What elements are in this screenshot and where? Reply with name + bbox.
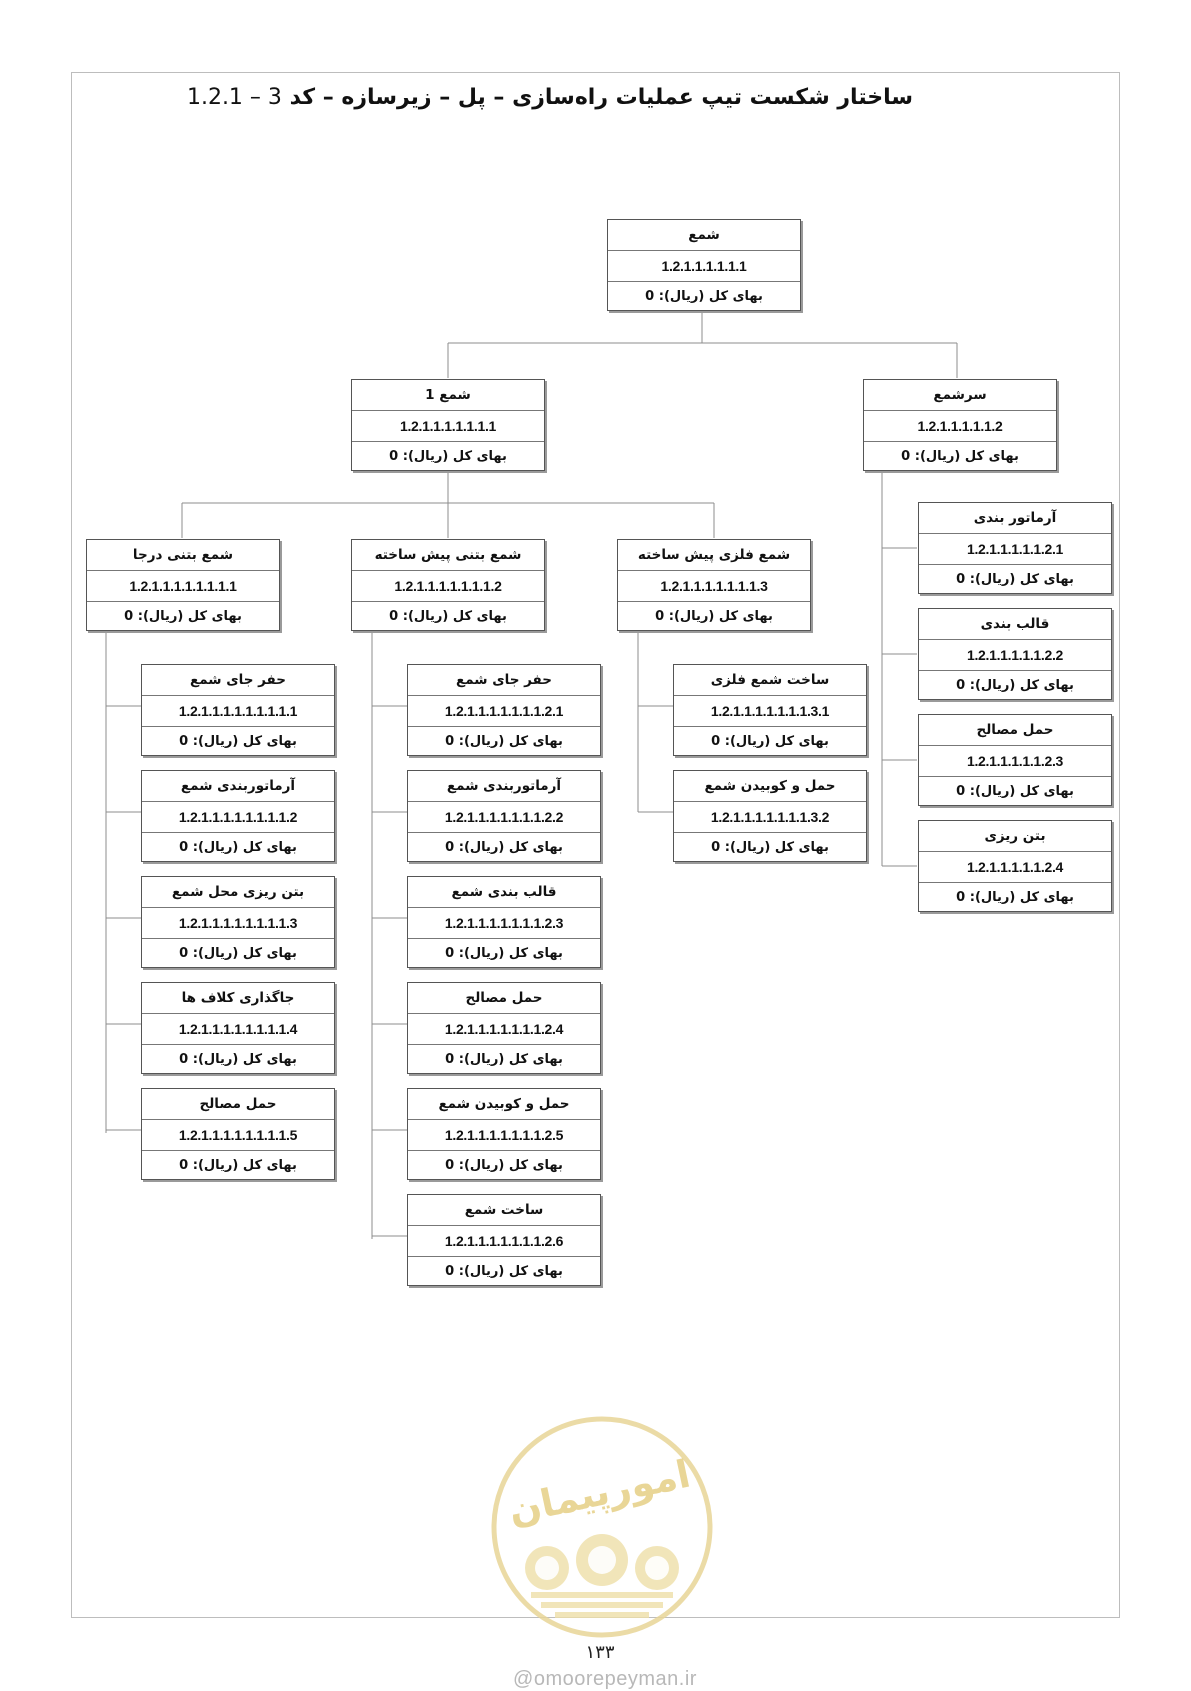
node-material-transport — [918, 714, 1112, 806]
node-code: 1.2.1.1.1.1.1.1.1.1.2 — [142, 802, 334, 833]
node-price: بهای کل (ریال): 0 — [445, 734, 563, 749]
website-watermark: @omoorepeyman.ir — [513, 1668, 697, 1690]
node-title: ساخت شمع — [408, 1195, 600, 1226]
node-code: 1.2.1.1.1.1.1.2.4 — [919, 852, 1111, 883]
page-number: ۱۳۳ — [585, 1642, 615, 1663]
node-price: بهای کل (ریال): 0 — [956, 890, 1074, 905]
node-title: قالب بندی شمع — [408, 877, 600, 908]
node-concreting — [918, 820, 1112, 912]
node-title: حمل مصالح — [142, 1089, 334, 1120]
node-code: 1.2.1.1.1.1.1.1.1 — [352, 411, 544, 442]
node-precast-concrete-pile — [351, 539, 545, 631]
node-title: شمع بتنی درجا — [87, 540, 279, 571]
node-title: آرماتوربندی شمع — [408, 771, 600, 802]
node-title: آرماتوربندی شمع — [142, 771, 334, 802]
node-code: 1.2.1.1.1.1.1.1.1.1.4 — [142, 1014, 334, 1045]
node-c1-concreting — [141, 876, 335, 968]
node-price: بهای کل (ریال): 0 — [389, 609, 507, 624]
node-price: بهای کل (ریال): 0 — [655, 609, 773, 624]
node-c2-fabrication — [407, 1194, 601, 1286]
node-price: بهای کل (ریال): 0 — [445, 946, 563, 961]
node-price: بهای کل (ریال): 0 — [179, 946, 297, 961]
node-price: بهای کل (ریال): 0 — [645, 289, 763, 304]
node-code: 1.2.1.1.1.1.1.1.1.1.3 — [142, 908, 334, 939]
node-price: بهای کل (ریال): 0 — [956, 678, 1074, 693]
node-root — [607, 219, 801, 311]
node-c3-fabrication — [673, 664, 867, 756]
node-title: ساخت شمع فلزی — [674, 665, 866, 696]
node-code: 1.2.1.1.1.1.1.1.1.1 — [87, 571, 279, 602]
node-code: 1.2.1.1.1.1.1.1.1.3 — [618, 571, 810, 602]
node-c1-reinforcement — [141, 770, 335, 862]
node-price: بهای کل (ریال): 0 — [445, 840, 563, 855]
node-title: شمع فلزی پیش ساخته — [618, 540, 810, 571]
title-text: ساختار شکست تیپ عملیات راه‌سازی – پل – زیرسازه – کد — [281, 85, 914, 110]
node-title: شمع 1 — [352, 380, 544, 411]
node-title: سرشمع — [864, 380, 1056, 411]
node-price: بهای کل (ریال): 0 — [179, 840, 297, 855]
node-armature — [918, 502, 1112, 594]
node-price: بهای کل (ریال): 0 — [445, 1264, 563, 1279]
node-price: بهای کل (ریال): 0 — [956, 784, 1074, 799]
node-title: حفر جای شمع — [408, 665, 600, 696]
node-code: 1.2.1.1.1.1.1.1.1.1.1 — [142, 696, 334, 727]
node-code: 1.2.1.1.1.1.1.1.1.2.6 — [408, 1226, 600, 1257]
node-c2-excavation — [407, 664, 601, 756]
node-title: حمل مصالح — [408, 983, 600, 1014]
node-code: 1.2.1.1.1.1.1.2.2 — [919, 640, 1111, 671]
stamp-text: امورپیمان — [504, 1451, 694, 1533]
node-precast-steel-pile — [617, 539, 811, 631]
node-price: بهای کل (ریال): 0 — [179, 1052, 297, 1067]
node-title: شمع — [608, 220, 800, 251]
node-title: حفر جای شمع — [142, 665, 334, 696]
node-title: جاگذاری کلاف ها — [142, 983, 334, 1014]
node-code: 1.2.1.1.1.1.1.1 — [608, 251, 800, 282]
node-c1-cage-placement — [141, 982, 335, 1074]
node-title: حمل مصالح — [919, 715, 1111, 746]
node-shamm-1 — [351, 379, 545, 471]
node-price: بهای کل (ریال): 0 — [711, 840, 829, 855]
node-price: بهای کل (ریال): 0 — [124, 609, 242, 624]
node-c2-driving — [407, 1088, 601, 1180]
node-sarshamm — [863, 379, 1057, 471]
node-c2-material-transport — [407, 982, 601, 1074]
node-title: بتن ریزی محل شمع — [142, 877, 334, 908]
node-code: 1.2.1.1.1.1.1.1.1.3.1 — [674, 696, 866, 727]
node-price: بهای کل (ریال): 0 — [179, 734, 297, 749]
node-price: بهای کل (ریال): 0 — [956, 572, 1074, 587]
node-price: بهای کل (ریال): 0 — [445, 1052, 563, 1067]
node-title: شمع بتنی پیش ساخته — [352, 540, 544, 571]
node-cast-in-place-pile — [86, 539, 280, 631]
node-code: 1.2.1.1.1.1.1.1.1.2.1 — [408, 696, 600, 727]
node-title: حمل و کوبیدن شمع — [674, 771, 866, 802]
node-code: 1.2.1.1.1.1.1.1.1.3.2 — [674, 802, 866, 833]
node-c1-material-transport — [141, 1088, 335, 1180]
node-price: بهای کل (ریال): 0 — [711, 734, 829, 749]
node-title: آرماتور بندی — [919, 503, 1111, 534]
node-price: بهای کل (ریال): 0 — [389, 449, 507, 464]
node-formwork — [918, 608, 1112, 700]
node-code: 1.2.1.1.1.1.1.2.1 — [919, 534, 1111, 565]
node-c1-excavation — [141, 664, 335, 756]
node-code: 1.2.1.1.1.1.1.2 — [864, 411, 1056, 442]
node-title: قالب بندی — [919, 609, 1111, 640]
node-title: بتن ریزی — [919, 821, 1111, 852]
node-c2-formwork — [407, 876, 601, 968]
node-code: 1.2.1.1.1.1.1.1.1.2.4 — [408, 1014, 600, 1045]
watermark-stamp-logo — [485, 1410, 719, 1644]
node-c3-driving — [673, 770, 867, 862]
node-code: 1.2.1.1.1.1.1.1.1.1.5 — [142, 1120, 334, 1151]
node-price: بهای کل (ریال): 0 — [445, 1158, 563, 1173]
node-title: حمل و کوبیدن شمع — [408, 1089, 600, 1120]
node-code: 1.2.1.1.1.1.1.2.3 — [919, 746, 1111, 777]
node-price: بهای کل (ریال): 0 — [901, 449, 1019, 464]
node-price: بهای کل (ریال): 0 — [179, 1158, 297, 1173]
node-code: 1.2.1.1.1.1.1.1.1.2 — [352, 571, 544, 602]
node-code: 1.2.1.1.1.1.1.1.1.2.2 — [408, 802, 600, 833]
title-code: 1.2.1 – 3 — [186, 85, 282, 110]
node-code: 1.2.1.1.1.1.1.1.1.2.3 — [408, 908, 600, 939]
node-code: 1.2.1.1.1.1.1.1.1.2.5 — [408, 1120, 600, 1151]
node-c2-reinforcement — [407, 770, 601, 862]
